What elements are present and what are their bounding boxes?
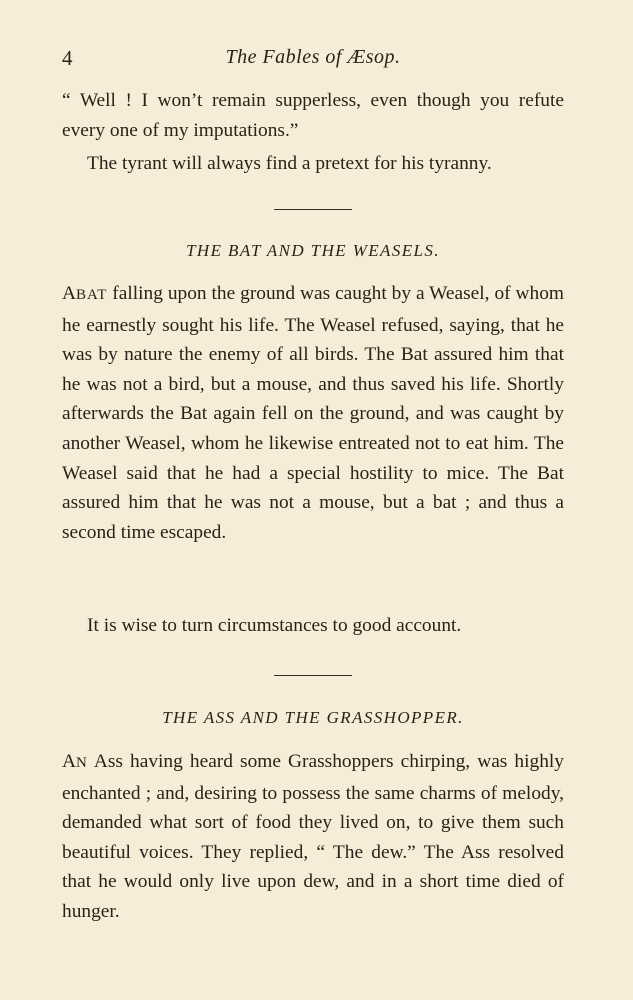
section-divider [274, 675, 352, 676]
page-header [62, 46, 564, 76]
fable-text: Ass having heard some Grasshoppers chirping, was highly enchanted ; and, desiring to possess the same charms of melody, demanded what sort of food they lived on, to give them such beautiful voices. They replied, “ The dew.” The Ass resolved that he would only live upon dew, and in a short time died of hunger. [62, 751, 564, 922]
page-number: 4 [62, 46, 73, 70]
fable-text: falling upon the ground was caught by a Weasel, of whom he earnestly sought his life. The Weasel refused, saying, that he was by nature the enemy of all birds. The Bat assured him that he was not a bird, but a mouse, and thus saved his life. Shortly afterwards the Bat again fell on the ground, and was caught by another Weasel, whom he likewise entreated not to eat him. The Weasel said that he had a special hostility to mice. The Bat assured him that he was not a mouse, but a bat ; and thus a second time escaped. [62, 283, 564, 543]
carryover-moral: The tyrant will always find a pretext for his tyranny. [87, 153, 492, 174]
dropcap-initial: A [62, 283, 77, 304]
fable-title-ass: THE ASS AND THE GRASSHOPPER. [162, 708, 464, 727]
carryover-paragraph: “ Well ! I won’t remain supperless, even though you refute every one of my imputations.” [62, 90, 564, 141]
fable-title-bat: THE BAT AND THE WEASELS. [186, 241, 440, 260]
section-divider [274, 209, 352, 210]
fable-body-bat [62, 279, 564, 547]
running-title: The Fables of Æsop. [225, 46, 401, 68]
dropcap-smallcaps: N [76, 755, 88, 771]
fable-moral-bat: It is wise to turn circumstances to good account. [87, 615, 462, 636]
dropcap-initial: A [62, 751, 77, 772]
fable-body-ass [62, 747, 564, 927]
dropcap-smallcaps: BAT [76, 287, 108, 303]
